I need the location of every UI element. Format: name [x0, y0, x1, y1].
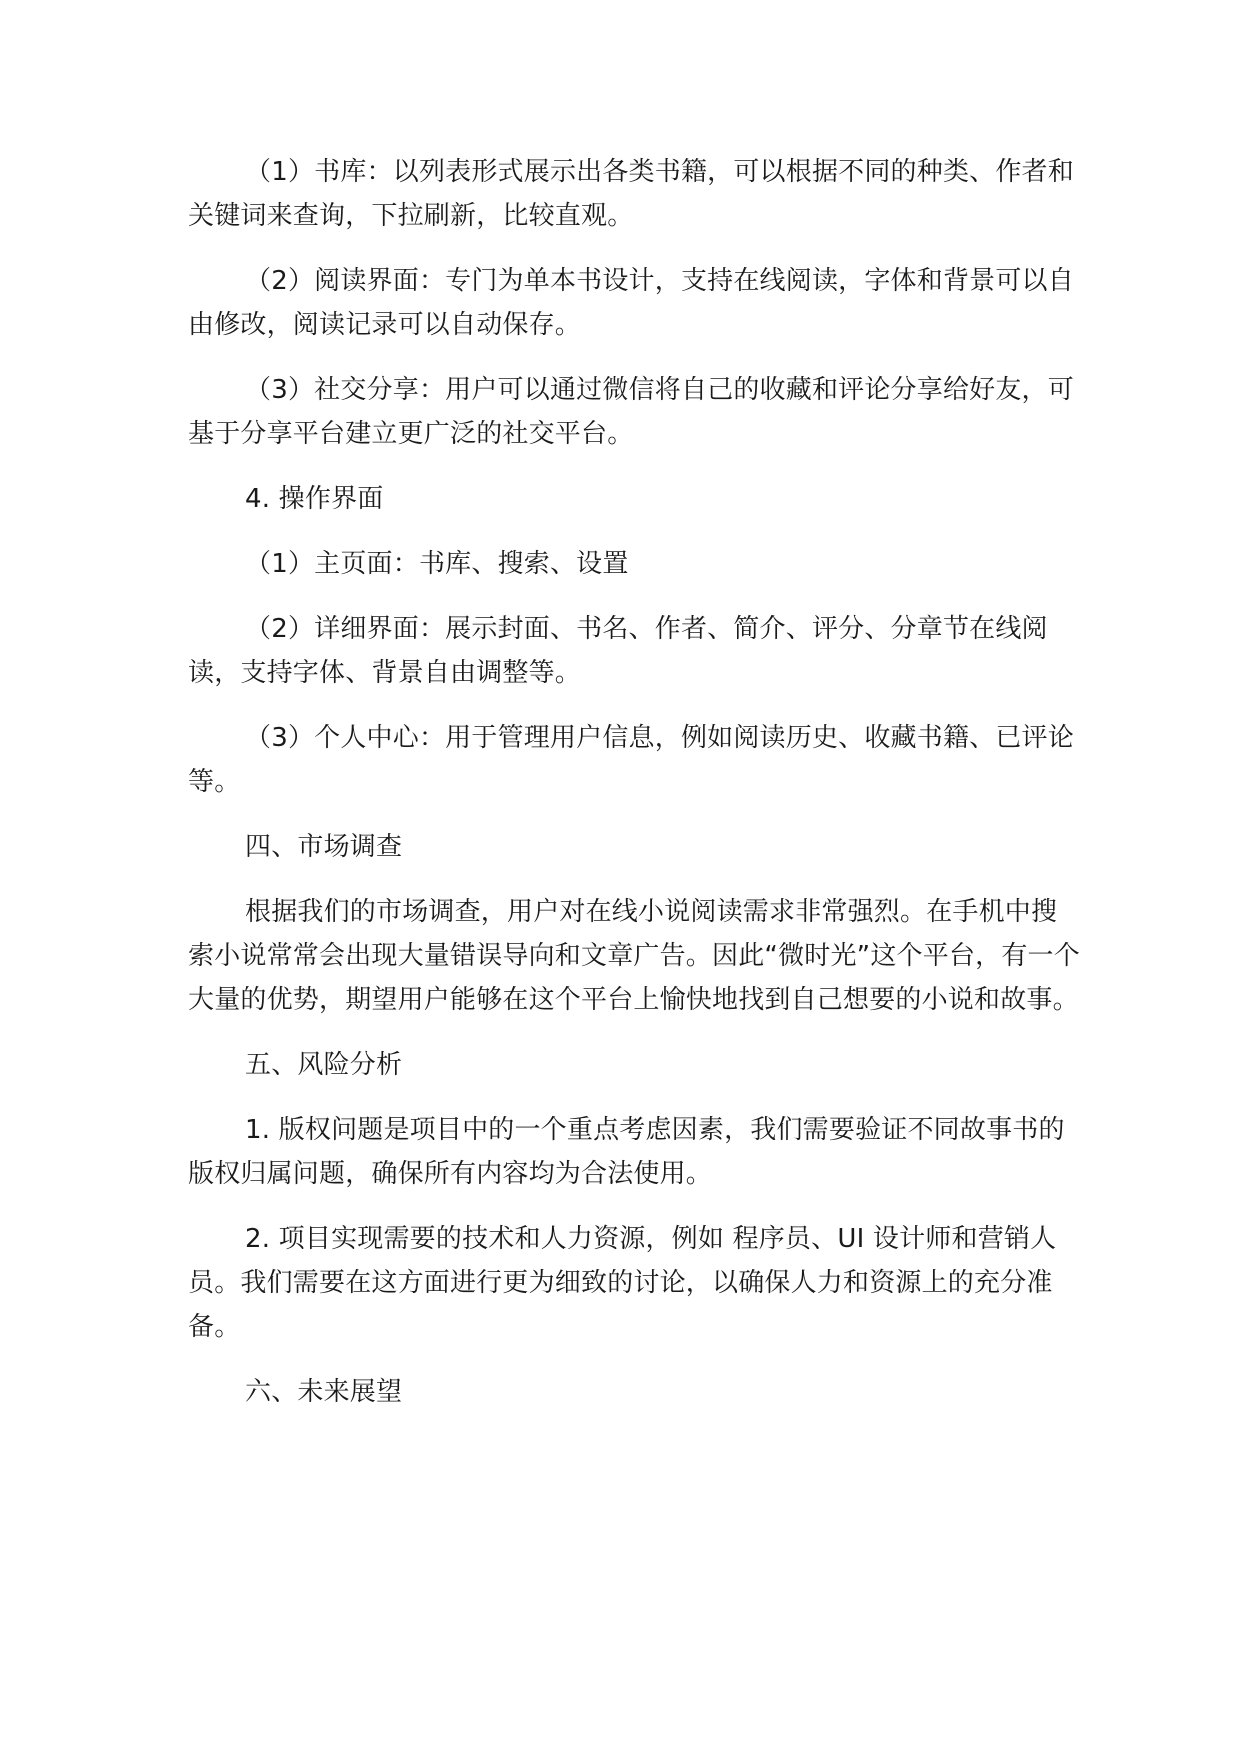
heading-future-outlook: 六、未来展望	[245, 1377, 403, 1407]
paragraph-main-page: （1）主页面：书库、搜索、设置	[245, 549, 629, 579]
paragraph-social-sharing: （3）社交分享：用户可以通过微信将自己的收藏和评论分享给好友，可基于分享平台建立更广泛的社交平台。	[188, 375, 1074, 449]
paragraph-detail-interface: （2）详细界面：展示封面、书名、作者、简介、评分、分章节在线阅读，支持字体、背景自由调整等。	[188, 614, 1048, 688]
paragraph-reading-interface: （2）阅读界面：专门为单本书设计，支持在线阅读，字体和背景可以自由修改，阅读记录可以自动保存。	[188, 266, 1074, 340]
paragraph-bookstore: （1）书库：以列表形式展示出各类书籍，可以根据不同的种类、作者和关键词来查询，下拉刷新，比较直观。	[188, 157, 1074, 231]
heading-risk-analysis: 五、风险分析	[245, 1050, 403, 1080]
heading-operation-interface: 4. 操作界面	[245, 484, 384, 514]
paragraph-copyright-risk: 1. 版权问题是项目中的一个重点考虑因素，我们需要验证不同故事书的版权归属问题，确保所有内容均为合法使用。	[188, 1115, 1065, 1189]
paragraph-personal-center: （3）个人中心：用于管理用户信息，例如阅读历史、收藏书籍、已评论等。	[188, 723, 1074, 797]
paragraph-resource-risk: 2. 项目实现需要的技术和人力资源，例如 程序员、UI 设计师和营销人员。我们需要在这方面进行更为细致的讨论，以确保人力和资源上的充分准备。	[188, 1224, 1057, 1342]
document-body	[188, 150, 1080, 1435]
heading-market-survey: 四、市场调查	[245, 832, 403, 862]
paragraph-market-survey: 根据我们的市场调查，用户对在线小说阅读需求非常强烈。在手机中搜索小说常常会出现大量错误导向和文章广告。因此“微时光”这个平台，有一个大量的优势，期望用户能够在这个平台上愉快地找到自己想要的小说和故事。	[188, 897, 1080, 1015]
